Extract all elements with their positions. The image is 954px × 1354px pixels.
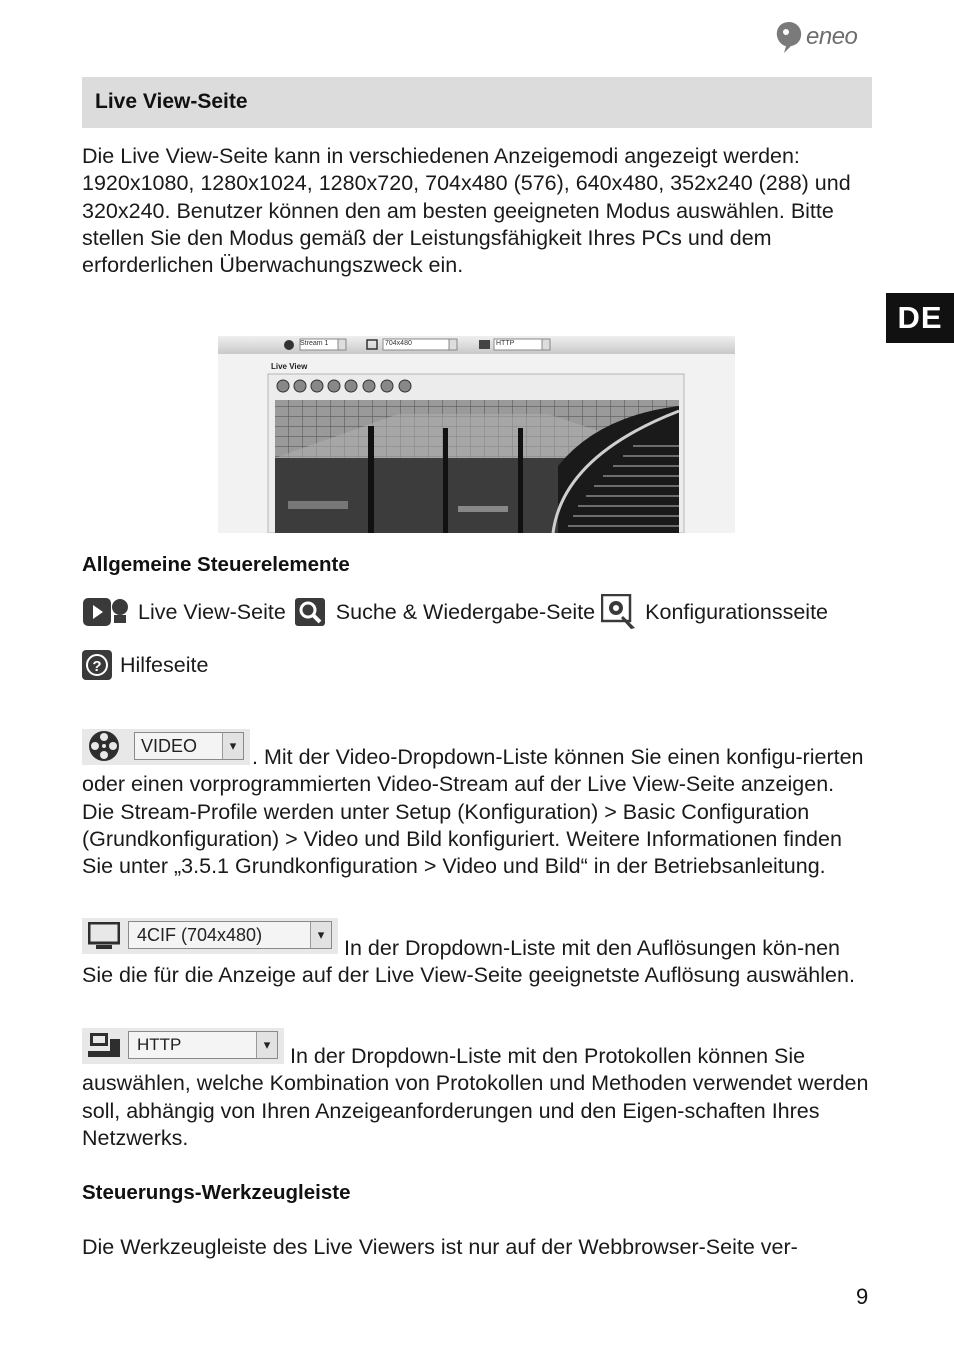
- search-playback-icon[interactable]: [294, 595, 328, 629]
- resolution-select-value[interactable]: 704x480: [385, 340, 412, 347]
- language-tab: DE: [886, 293, 954, 343]
- brand-logo: [774, 16, 857, 58]
- general-controls-line: [82, 594, 828, 630]
- protocol-dropdown-description: In der Dropdown-Liste mit den Protokollen können Sie auswählen, welche Kombination von Protokollen und Methoden verwendet werden soll, abhängig von Ihren Anzeigeanforderungen und den Eigen-schaften Ihres Netzwerks.: [82, 1044, 869, 1150]
- resolution-dropdown-description: In der Dropdown-Liste mit den Auflösungen kön-nen Sie die für die Anzeige auf der Live View-Seite geeignetste Auflösung auswählen.: [82, 936, 855, 988]
- protocol-select-value[interactable]: HTTP: [496, 340, 515, 347]
- help-label: Hilfeseite: [120, 652, 209, 677]
- intro-paragraph: Die Live View-Seite kann in verschiedenen Anzeigemodi angezeigt werden: 1920x1080, 1280x1024, 1280x720, 704x480 (576), 640x480, 352x240 (288) und 320x240. Benutzer können den am besten geeigneten Modus auswählen. Bitte stellen Sie den Modus gemäß der Leistungsfähigkeit Ihres PCs und dem erforderlichen Überwachungszweck ein.: [82, 144, 851, 278]
- panel-title: Live View: [271, 362, 308, 371]
- configuration-label: Konfigurationsseite: [645, 599, 829, 624]
- toolbar-heading: Steuerungs-Werkzeugleiste: [82, 1181, 351, 1204]
- chevron-down-icon: ▾: [310, 922, 331, 948]
- brand-name: eneo: [806, 23, 858, 50]
- protocol-dropdown-value: HTTP: [137, 1035, 182, 1054]
- chevron-down-icon: ▾: [222, 733, 243, 759]
- toolbar-paragraph: Die Werkzeugleiste des Live Viewers ist nur auf der Webbrowser-Seite ver-: [82, 1235, 798, 1259]
- search-playback-label: Suche & Wiedergabe-Seite: [335, 599, 596, 624]
- stream-select-value[interactable]: Stream 1: [300, 340, 329, 347]
- section-title: Live View-Seite: [95, 90, 248, 113]
- live-view-icon[interactable]: [82, 595, 130, 629]
- help-icon[interactable]: [82, 648, 112, 682]
- live-view-label: Live View-Seite: [138, 599, 286, 624]
- general-controls-heading: Allgemeine Steuerelemente: [82, 553, 350, 576]
- svg-text:?: ?: [92, 658, 102, 675]
- live-view-screenshot: [218, 336, 735, 533]
- help-line: [82, 648, 208, 682]
- chevron-down-icon: ▾: [256, 1032, 277, 1058]
- configuration-icon[interactable]: [601, 594, 639, 630]
- video-dropdown-description: . Mit der Video-Dropdown-Liste können Sie einen konfigu-rierten oder einen vorprogrammierten Video-Stream auf der Live View-Seite anzeigen. Die Stream-Profile werden unter Setup (Konfiguration) > Basic Configuration (Grundkonfiguration) > Video und Bild konfiguriert. Weitere Informationen finden Sie unter „3.5.1 Grundkonfiguration > Video und Bild“ in der Betriebsanleitung.: [82, 745, 864, 879]
- page-number: 9: [856, 1284, 869, 1309]
- resolution-dropdown-value: 4CIF (704x480): [137, 924, 263, 945]
- section-header: [82, 77, 872, 128]
- video-dropdown-value: VIDEO: [141, 735, 198, 756]
- eneo-logo-icon: [774, 20, 804, 54]
